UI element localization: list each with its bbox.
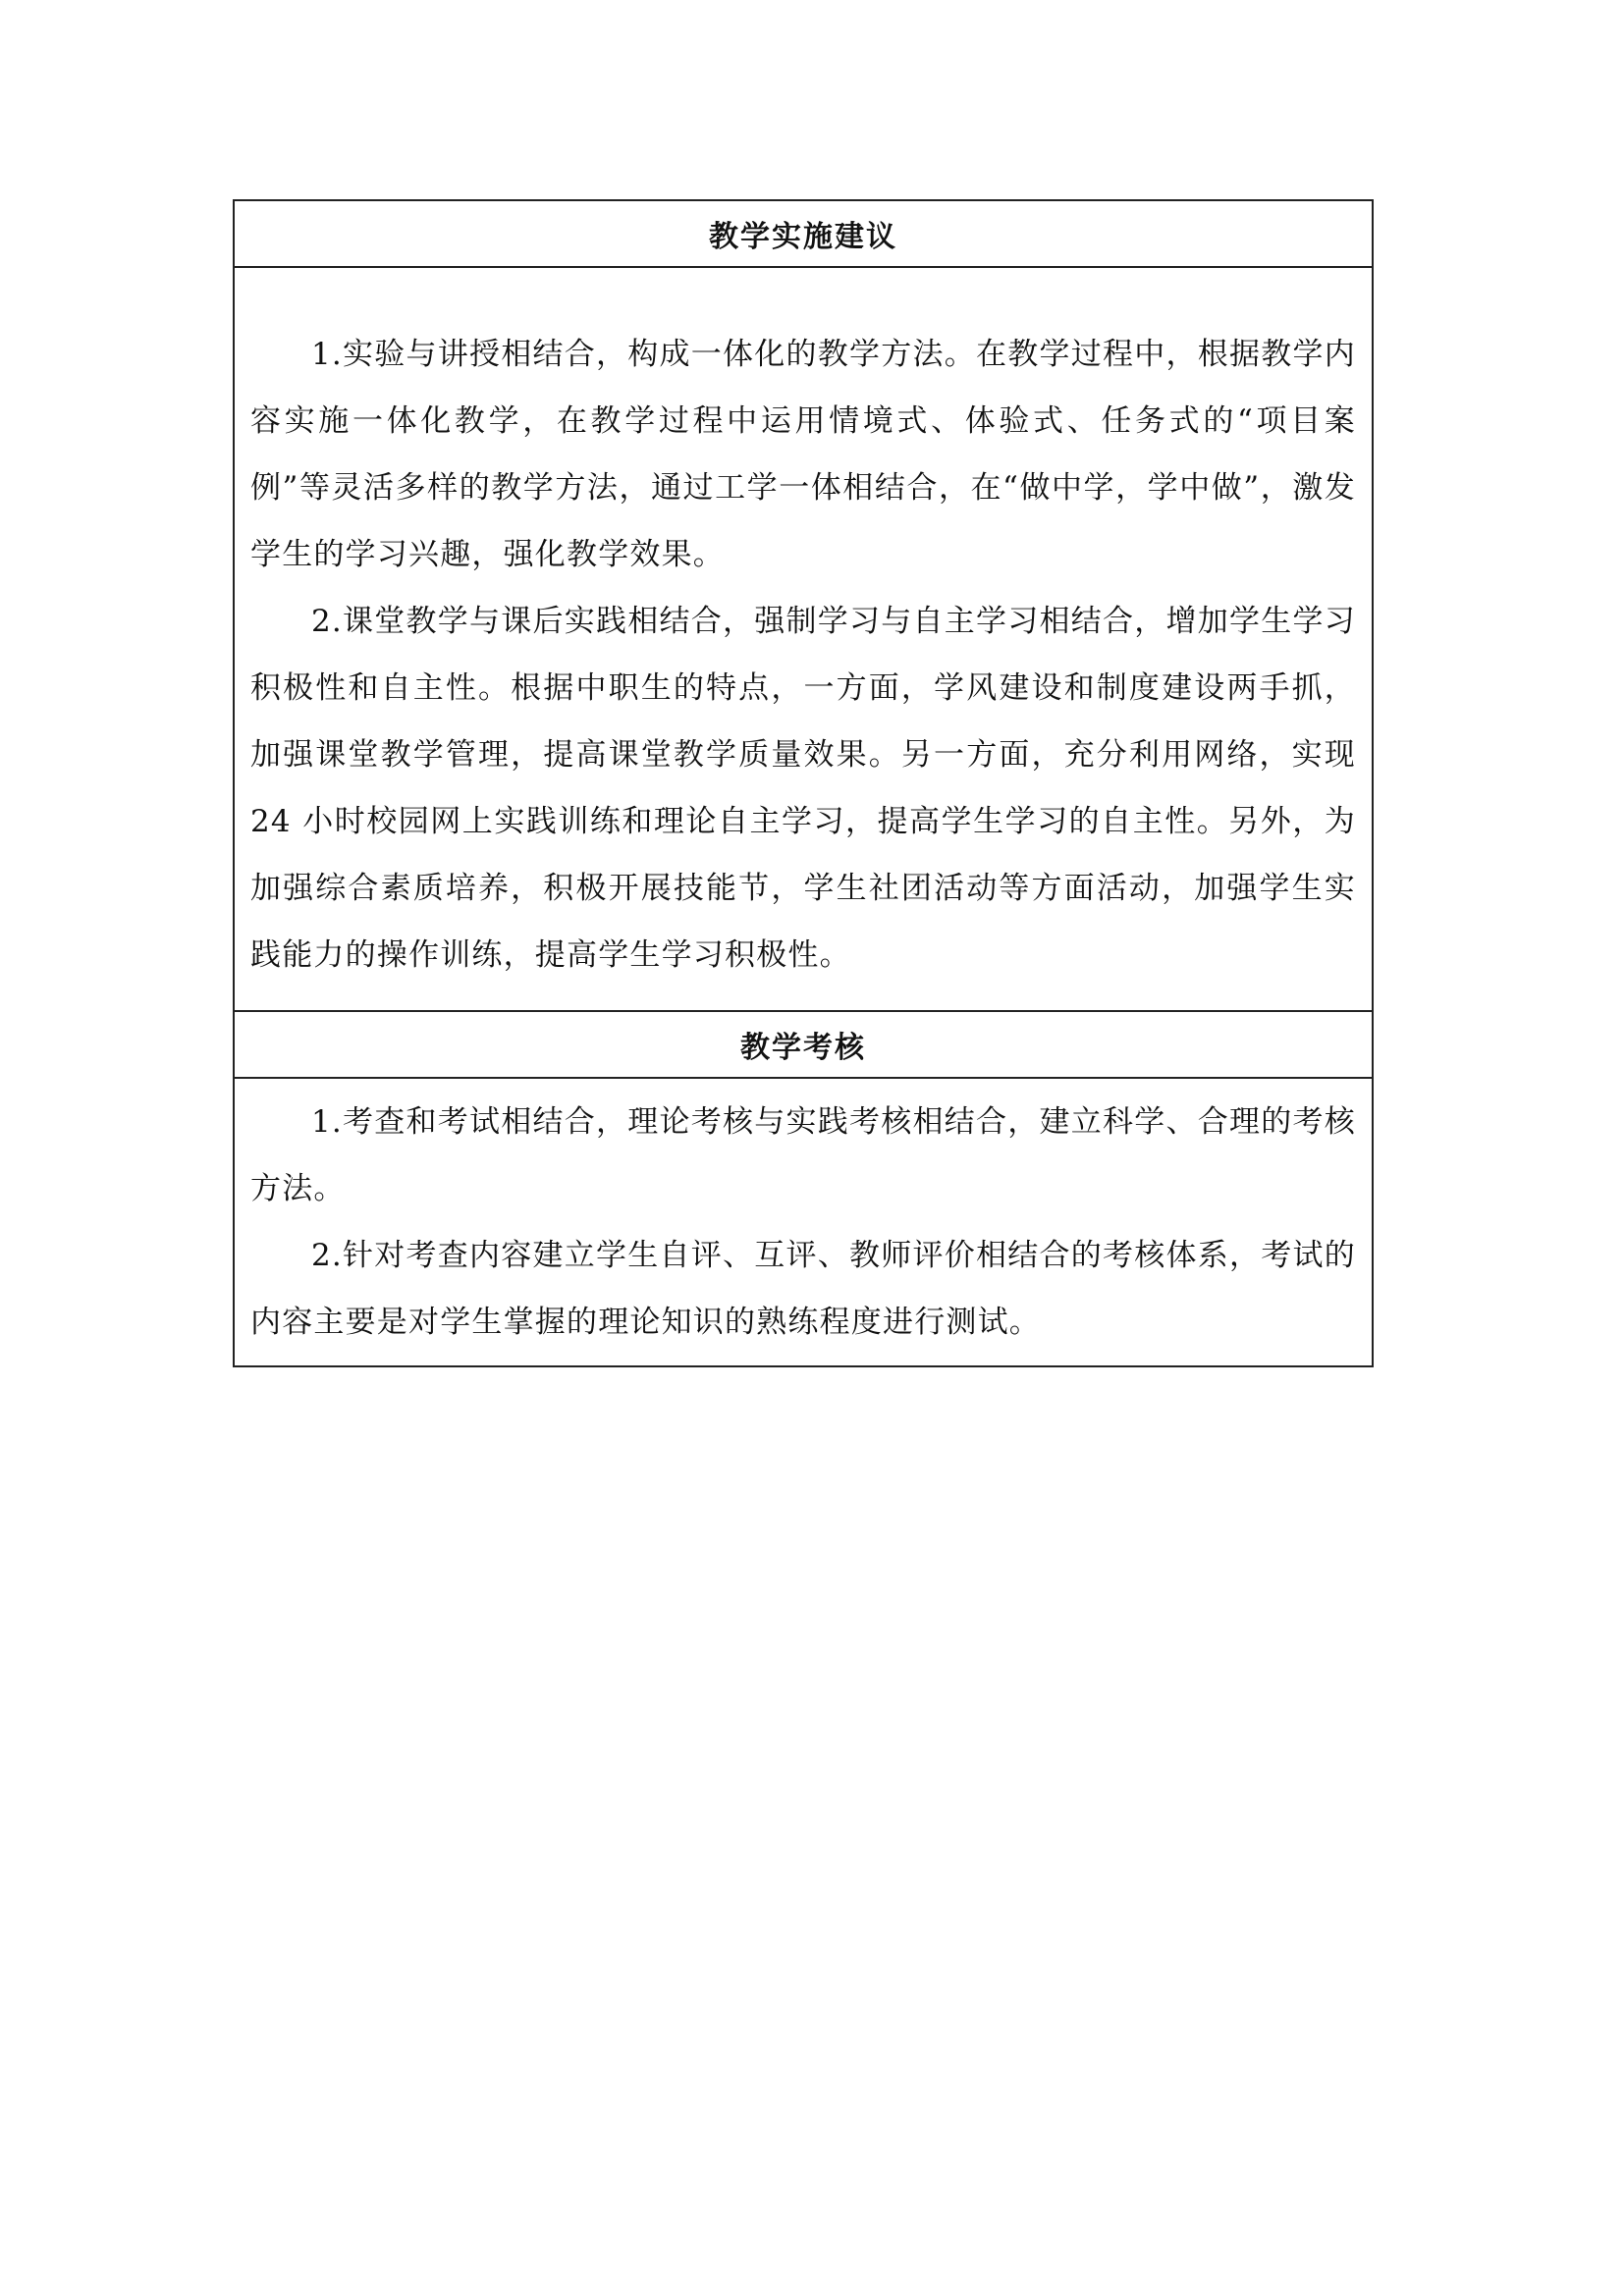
paragraph-implementation-1: 1.实验与讲授相结合，构成一体化的教学方法。在教学过程中，根据教学内容实施一体化教学，在教学过程中运用情境式、体验式、任务式的“项目案例”等灵活多样的教学方法，通过工学一体相结合，在“做中学，学中做”，激发学生的学习兴趣，强化教学效果。 <box>250 337 1356 572</box>
section-body-teaching-implementation <box>235 268 1372 1010</box>
paragraph-implementation-2: 2.课堂教学与课后实践相结合，强制学习与自主学习相结合，增加学生学习积极性和自主性。根据中职生的特点，一方面，学风建设和制度建设两手抓，加强课堂教学管理，提高课堂教学质量效果。另一方面，充分利用网络，实现 24 小时校园网上实践训练和理论自主学习，提高学生学习的自主性。另外，为加强综合素质培养，积极开展技能节，学生社团活动等方面活动，加强学生实践能力的操作训练，提高学生学习积极性。 <box>250 604 1356 973</box>
paragraph-assessment-1: 1.考查和考试相结合，理论考核与实践考核相结合，建立科学、合理的考核方法。 <box>250 1104 1356 1206</box>
section-title-teaching-implementation: 教学实施建议 <box>235 201 1372 268</box>
section-body-teaching-assessment <box>235 1079 1372 1365</box>
section-title-teaching-assessment: 教学考核 <box>235 1010 1372 1079</box>
paragraph-assessment-2: 2.针对考查内容建立学生自评、互评、教师评价相结合的考核体系，考试的内容主要是对学生掌握的理论知识的熟练程度进行测试。 <box>250 1238 1356 1340</box>
teaching-table <box>233 199 1374 1367</box>
